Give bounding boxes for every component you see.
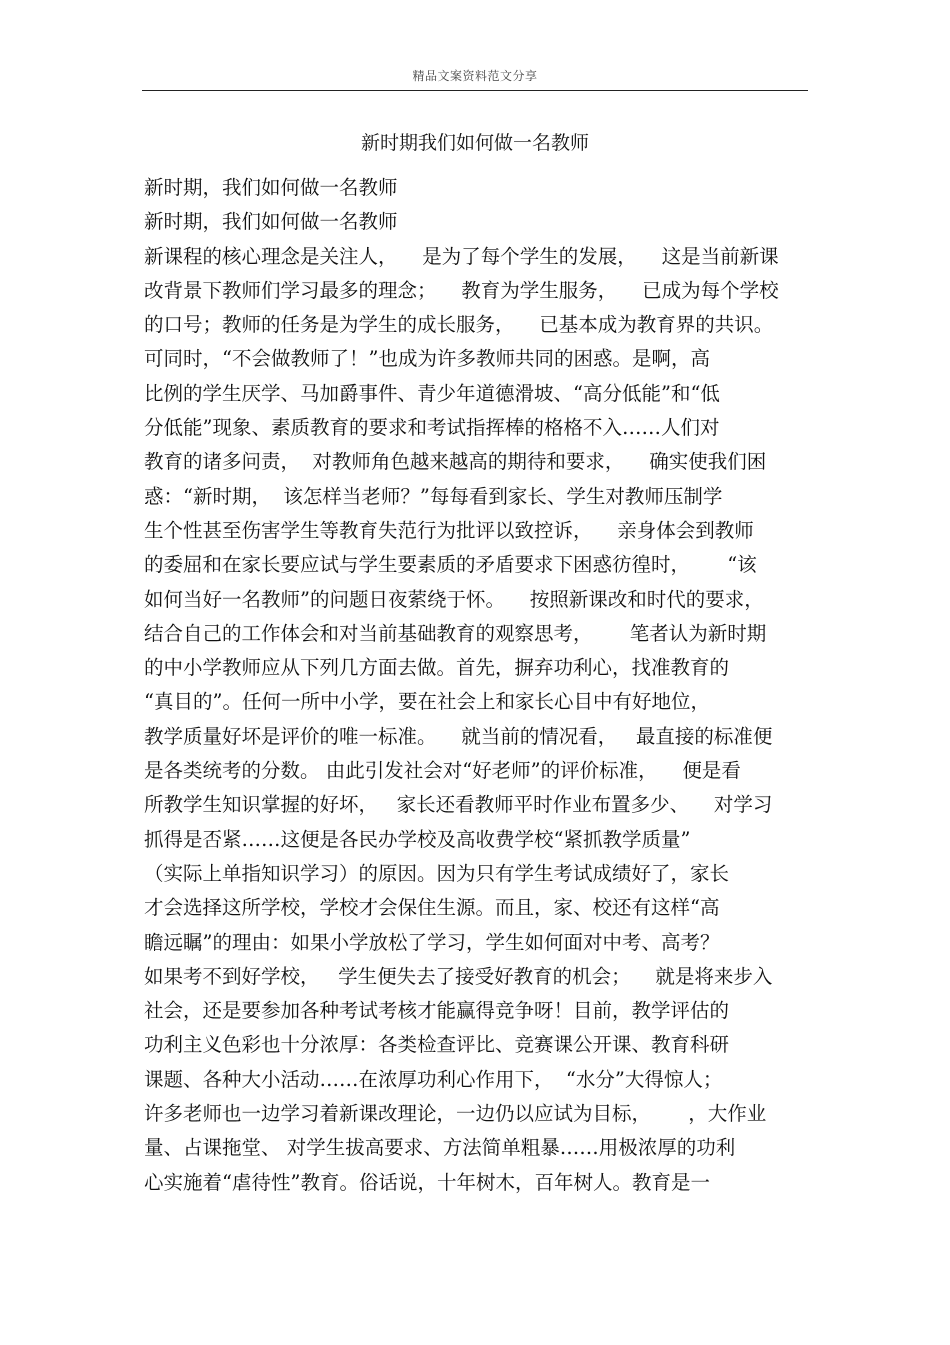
- body-line: 教育的诸多问责， 对教师角色越来越高的期待和要求， 确实使我们困: [144, 450, 767, 474]
- body-line: 分低能”现象、素质教育的要求和考试指挥棒的格格不入……人们对: [144, 416, 720, 440]
- body-line: 才会选择这所学校，学校才会保住生源。而且，家、校还有这样“高: [144, 896, 720, 920]
- body-line: 功利主义色彩也十分浓厚：各类检查评比、竞赛课公开课、教育科研: [144, 1033, 730, 1057]
- body-line: 如何当好一名教师”的问题日夜萦绕于怀。 按照新课改和时代的要求，: [144, 587, 764, 611]
- body-line: 可同时，“不会做教师了！”也成为许多教师共同的困惑。是啊，高: [144, 347, 710, 371]
- body-line: 惑：“新时期， 该怎样当老师？”每每看到家长、学生对教师压制学: [144, 484, 723, 508]
- body-line: 课题、各种大小活动……在浓厚功利心作用下， “水分”大得惊人；: [144, 1067, 723, 1091]
- body-line: 的口号；教师的任务是为学生的成长服务， 已基本成为教育界的共识。: [144, 313, 774, 337]
- body-line: “真目的”。任何一所中小学，要在社会上和家长心目中有好地位，: [144, 690, 710, 714]
- body-line: 的中小学教师应从下列几方面去做。首先，摒弃功利心，找准教育的: [144, 656, 730, 680]
- body-line: 瞻远瞩”的理由：如果小学放松了学习，学生如何面对中考、高考？: [144, 930, 720, 954]
- body-line: 的委屈和在家长要应试与学生要素质的矛盾要求下困惑彷徨时， “该: [144, 553, 757, 577]
- body-line: 抓得是否紧……这便是各民办学校及高收费学校“紧抓教学质量”: [144, 827, 691, 851]
- body-line: 心实施着“虐待性”教育。俗话说，十年树木，百年树人。教育是一: [144, 1170, 710, 1194]
- body-line: 量、占课拖堂、 对学生拔高要求、方法简单粗暴……用极浓厚的功利: [144, 1136, 736, 1160]
- body-line: 如果考不到好学校， 学生便失去了接受好教育的机会； 就是将来步入: [144, 964, 773, 988]
- body-line: 所教学生知识掌握的好坏， 家长还看教师平时作业布置多少、 对学习: [144, 793, 773, 817]
- body-line: 许多老师也一边学习着新课改理论，一边仍以应试为目标， ，大作业: [144, 1102, 767, 1126]
- body-line: 教学质量好坏是评价的唯一标准。 就当前的情况看， 最直接的标准便: [144, 724, 773, 748]
- body-line: 生个性甚至伤害学生等教育失范行为批评以致控诉， 亲身体会到教师: [144, 518, 754, 542]
- header-divider: [142, 90, 808, 91]
- page-header: 精品文案资料范文分享: [412, 69, 538, 83]
- body-line: 结合自己的工作体会和对当前基础教育的观察思考， 笔者认为新时期: [144, 621, 767, 645]
- document-title: 新时期我们如何做一名教师: [360, 132, 589, 154]
- body-line: 新课程的核心理念是关注人， 是为了每个学生的发展， 这是当前新课: [144, 244, 779, 268]
- body-line: 社会，还是要参加各种考试考核才能赢得竞争呀！目前，教学评估的: [144, 999, 730, 1023]
- body-line: 新时期，我们如何做一名教师: [144, 210, 398, 234]
- body-line: 是各类统考的分数。 由此引发社会对“好老师”的评价标准， 便是看: [144, 759, 741, 783]
- body-line: 改背景下教师们学习最多的理念； 教育为学生服务， 已成为每个学校: [144, 278, 779, 302]
- body-line: 新时期，我们如何做一名教师: [144, 176, 398, 199]
- body-line: （实际上单指知识学习）的原因。因为只有学生考试成绩好了，家长: [144, 861, 730, 885]
- body-line: 比例的学生厌学、马加爵事件、青少年道德滑坡、“高分低能”和“低: [144, 381, 720, 405]
- document-body: [144, 171, 814, 1200]
